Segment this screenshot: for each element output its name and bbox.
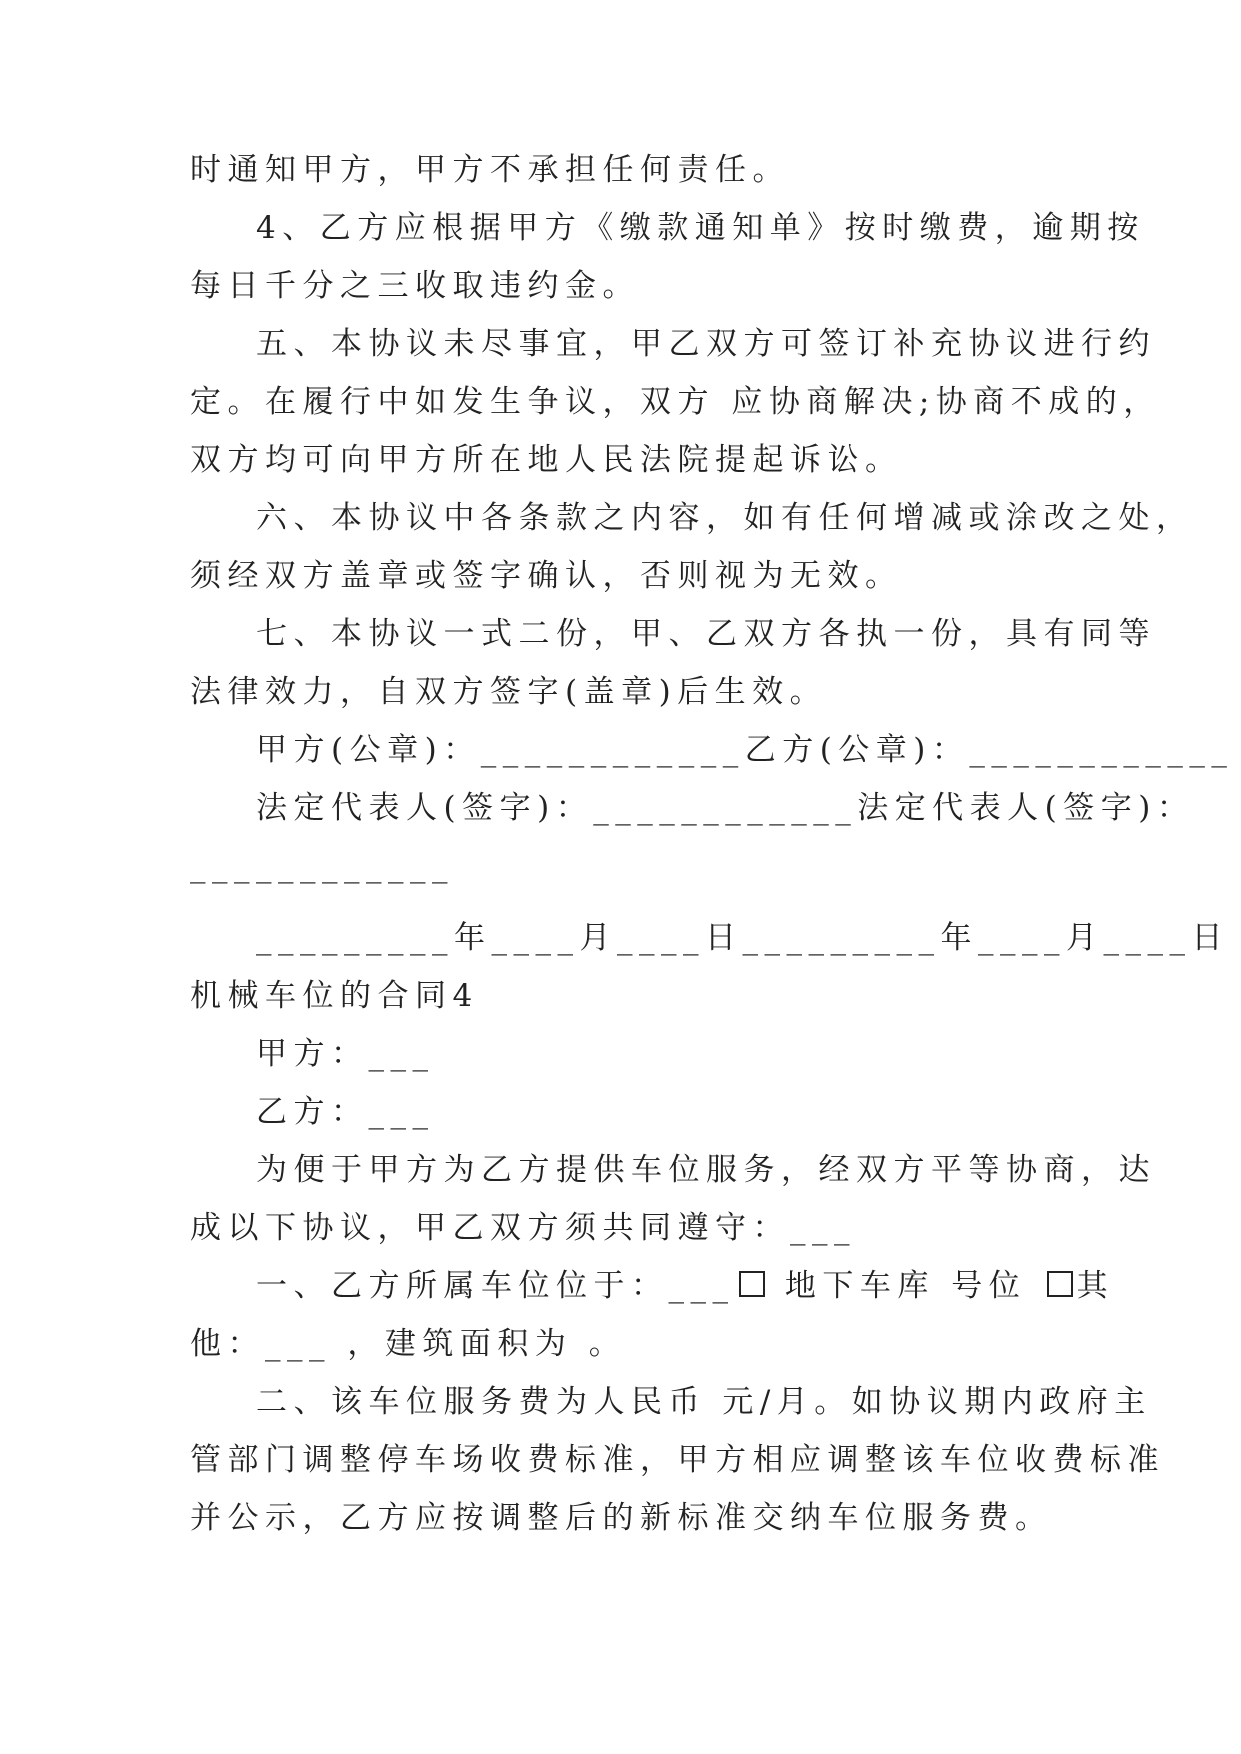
text-line: 法律效力，自双方签字(盖章)后生效。 <box>190 674 828 710</box>
checkbox-icon[interactable] <box>739 1271 765 1297</box>
text-line: 五、本协议未尽事宜，甲乙双方可签订补充协议进行约 <box>256 326 1156 362</box>
text-line: 须经双方盖章或签字确认，否则视为无效。 <box>190 558 903 594</box>
text-line: 成以下协议，甲乙双方须共同遵守：___ <box>190 1210 856 1246</box>
text-line: 管部门调整停车场收费标准，甲方相应调整该车位收费标准 <box>190 1442 1165 1478</box>
signature-line-seal: 甲方(公章)：____________乙方(公章)：____________ <box>256 732 1234 768</box>
signature-blank: ____________ <box>190 848 454 884</box>
date-line: _________年____月____日_________年____月____日 <box>256 920 1229 956</box>
location-line <box>256 1266 1114 1306</box>
text-line: 定。在履行中如发生争议，双方 应协商解决;协商不成的， <box>190 384 1161 420</box>
text-line: 双方均可向甲方所在地人民法院提起诉讼。 <box>190 442 903 478</box>
location-garage: 地下车库 号位 <box>784 1268 1027 1304</box>
party-b-line: 乙方：___ <box>256 1094 435 1130</box>
party-a-line: 甲方：___ <box>256 1036 435 1072</box>
text-line: 并公示，乙方应按调整后的新标准交纳车位服务费。 <box>190 1500 1053 1536</box>
text-line: 为便于甲方为乙方提供车位服务，经双方平等协商，达 <box>256 1152 1156 1188</box>
section-title: 机械车位的合同4 <box>190 978 479 1014</box>
location-other: 其 <box>1076 1268 1115 1304</box>
checkbox-icon[interactable] <box>1047 1271 1073 1297</box>
text-line: 每日千分之三收取违约金。 <box>190 268 640 304</box>
location-label: 一、乙方所属车位位于：___ <box>256 1268 735 1304</box>
text-line: 二、该车位服务费为人民币 元/月。如协议期内政府主 <box>256 1384 1152 1420</box>
signature-line-representative: 法定代表人(签字)：____________法定代表人(签字)： <box>256 790 1195 826</box>
text-line: 六、本协议中各条款之内容，如有任何增减或涂改之处， <box>256 500 1194 536</box>
text-line: 4、乙方应根据甲方《缴款通知单》按时缴费，逾期按 <box>256 210 1145 246</box>
text-line: 时通知甲方，甲方不承担任何责任。 <box>190 152 790 188</box>
text-line: 七、本协议一式二份，甲、乙双方各执一份，具有同等 <box>256 616 1156 652</box>
text-line: 他：___ ，建筑面积为 。 <box>190 1326 627 1362</box>
